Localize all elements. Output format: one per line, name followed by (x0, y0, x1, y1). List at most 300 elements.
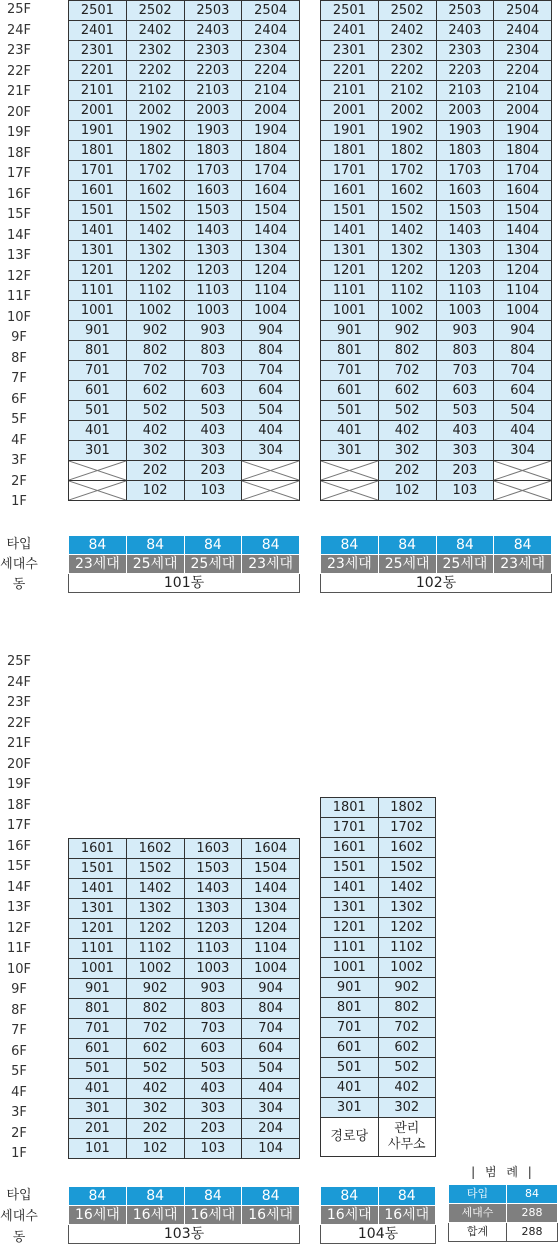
unit-type-cell: 84 (126, 1187, 184, 1206)
unit-cell: 802 (378, 998, 436, 1018)
unit-cell: 902 (378, 321, 436, 341)
floor-row (321, 1098, 436, 1118)
unit-cell: 1401 (321, 221, 379, 241)
unit-cell: 701 (321, 1018, 379, 1038)
unit-cell: 1101 (69, 939, 127, 959)
unit-cell: 801 (69, 999, 127, 1019)
floor-row (321, 798, 436, 818)
unit-cell: 703 (436, 361, 494, 381)
unit-cell: 1402 (378, 878, 436, 898)
building-103-info (68, 1186, 300, 1244)
unit-cell: 1502 (126, 859, 184, 879)
unit-cell: 2304 (242, 41, 300, 61)
unit-cell: 1501 (69, 201, 127, 221)
floor-row (321, 878, 436, 898)
unit-cell: 1601 (69, 181, 127, 201)
floor-row (69, 241, 300, 261)
floor-row (69, 281, 300, 301)
unit-cell: 902 (126, 321, 184, 341)
floor-row (321, 261, 552, 281)
unit-cell: 2503 (184, 1, 242, 21)
unit-cell: 2202 (378, 61, 436, 81)
floor-row (321, 998, 436, 1018)
unit-cell: 301 (321, 1098, 379, 1118)
floor-row (69, 939, 300, 959)
unit-type-cell: 84 (321, 1187, 379, 1206)
unit-cell: 1903 (184, 121, 242, 141)
unit-cell: 2204 (494, 61, 552, 81)
unit-cell: 1204 (242, 261, 300, 281)
unit-cell: 1704 (494, 161, 552, 181)
unit-cell: 602 (126, 1039, 184, 1059)
unit-cell: 402 (378, 1078, 436, 1098)
unit-cell: 601 (69, 381, 127, 401)
floor-row (69, 201, 300, 221)
unit-cell: 202 (126, 461, 184, 481)
floor-label: 12F (6, 268, 32, 284)
unit-cell: 1004 (242, 959, 300, 979)
unit-cell: 1102 (378, 938, 436, 958)
unit-type-cell: 84 (494, 536, 552, 555)
building-103-grid (68, 838, 300, 1159)
unit-cell: 502 (126, 401, 184, 421)
floor-label: 24F (6, 674, 32, 690)
unit-cell: 503 (184, 401, 242, 421)
unit-cell: 2103 (184, 81, 242, 101)
unit-cell: 303 (184, 1099, 242, 1119)
floor-label: 2F (11, 473, 27, 489)
unit-cell: 704 (494, 361, 552, 381)
unit-cell: 801 (69, 341, 127, 361)
floor-label: 23F (6, 695, 32, 710)
unit-cell: 1702 (378, 161, 436, 181)
floor-row (321, 301, 552, 321)
unit-cell: 1001 (321, 301, 379, 321)
unit-cell: 203 (184, 461, 242, 481)
household-count-cell: 25세대 (184, 555, 242, 574)
unit-cell: 1201 (321, 918, 379, 938)
floor-row (321, 1038, 436, 1058)
unit-cell: 1403 (436, 221, 494, 241)
floor-row (69, 1079, 300, 1099)
unit-cell: 2104 (494, 81, 552, 101)
unit-cell: 1402 (378, 221, 436, 241)
unit-cell: 1203 (436, 261, 494, 281)
unit-cell: 1302 (378, 898, 436, 918)
unit-cell: 1002 (126, 959, 184, 979)
row-label-households-2: 세대수 (0, 1209, 38, 1224)
floor-label: 19F (6, 125, 32, 140)
floor-row (69, 839, 300, 859)
unit-none-cross (321, 481, 379, 501)
building-101-grid (68, 0, 300, 501)
unit-cell: 104 (242, 1139, 300, 1159)
unit-cell: 2302 (378, 41, 436, 61)
floor-row (321, 938, 436, 958)
floor-row (69, 41, 300, 61)
floor-label: 8F (11, 350, 27, 366)
unit-cell: 1201 (321, 261, 379, 281)
unit-cell: 502 (378, 1058, 436, 1078)
floor-row (321, 421, 552, 441)
floor-row (69, 61, 300, 81)
unit-cell: 1503 (184, 859, 242, 879)
unit-cell: 1602 (126, 839, 184, 859)
row-label-households: 세대수 (0, 557, 38, 572)
unit-cell: 1001 (69, 959, 127, 979)
floor-row (69, 1119, 300, 1139)
unit-cell: 103 (436, 481, 494, 501)
floor-row (321, 461, 552, 481)
unit-cell: 1801 (69, 141, 127, 161)
floor-row (69, 181, 300, 201)
unit-cell: 1304 (242, 899, 300, 919)
unit-cell: 401 (321, 1078, 379, 1098)
unit-type-cell: 84 (378, 536, 436, 555)
unit-cell: 1701 (69, 161, 127, 181)
floor-row (69, 461, 300, 481)
unit-cell: 1601 (321, 181, 379, 201)
floor-label: 3F (11, 453, 27, 468)
floor-row (321, 161, 552, 181)
floor-label: 24F (6, 22, 32, 38)
unit-cell: 1501 (321, 201, 379, 221)
floor-row (69, 1039, 300, 1059)
legend-type-value: 84 (507, 1185, 558, 1204)
unit-cell: 302 (126, 1099, 184, 1119)
unit-cell: 603 (184, 381, 242, 401)
floor-row (321, 481, 552, 501)
unit-cell: 1004 (494, 301, 552, 321)
unit-cell: 1102 (378, 281, 436, 301)
unit-cell: 102 (126, 481, 184, 501)
floor-row (69, 879, 300, 899)
household-count-cell: 16세대 (321, 1206, 379, 1225)
unit-cell: 1403 (184, 879, 242, 899)
unit-cell: 803 (184, 999, 242, 1019)
unit-cell: 904 (242, 979, 300, 999)
unit-cell: 902 (126, 979, 184, 999)
unit-cell: 1701 (321, 161, 379, 181)
unit-cell: 203 (436, 461, 494, 481)
floor-label: 25F (6, 654, 32, 669)
unit-cell: 504 (242, 401, 300, 421)
floor-row (321, 1018, 436, 1038)
facility-management-office: 관리 사무소 (378, 1118, 436, 1157)
unit-cell: 504 (242, 1059, 300, 1079)
unit-cell: 503 (184, 1059, 242, 1079)
unit-cell: 902 (378, 978, 436, 998)
floor-row (321, 241, 552, 261)
unit-cell: 1104 (494, 281, 552, 301)
floor-row (321, 958, 436, 978)
floor-label: 11F (6, 941, 32, 956)
unit-cell: 802 (126, 999, 184, 1019)
unit-cell: 1602 (378, 181, 436, 201)
unit-cell: 502 (378, 401, 436, 421)
unit-cell: 2003 (184, 101, 242, 121)
unit-cell: 1603 (436, 181, 494, 201)
legend-title: | 범 례 | (471, 1165, 535, 1179)
floor-row (321, 1058, 436, 1078)
unit-cell: 2203 (436, 61, 494, 81)
unit-cell: 2403 (184, 21, 242, 41)
unit-cell: 1003 (436, 301, 494, 321)
unit-cell: 2504 (242, 1, 300, 21)
floor-row (69, 301, 300, 321)
unit-cell: 1603 (184, 839, 242, 859)
facility-senior-center: 경로당 (321, 1118, 379, 1157)
unit-cell: 501 (321, 401, 379, 421)
floor-label: 10F (6, 961, 32, 977)
unit-cell: 1801 (321, 141, 379, 161)
floor-label: 2F (11, 1125, 27, 1141)
unit-cell: 504 (494, 401, 552, 421)
unit-cell: 1303 (184, 899, 242, 919)
unit-cell: 401 (69, 421, 127, 441)
unit-cell: 503 (436, 401, 494, 421)
floor-row (69, 959, 300, 979)
unit-cell: 2503 (436, 1, 494, 21)
floor-row (69, 979, 300, 999)
unit-cell: 1702 (126, 161, 184, 181)
unit-cell: 804 (494, 341, 552, 361)
unit-type-cell: 84 (69, 1187, 127, 1206)
floor-label: 17F (6, 166, 32, 181)
unit-cell: 1402 (126, 879, 184, 899)
unit-cell: 1401 (69, 879, 127, 899)
unit-cell: 701 (69, 1019, 127, 1039)
unit-cell: 1002 (378, 301, 436, 321)
unit-cell: 1903 (436, 121, 494, 141)
unit-cell: 1301 (321, 898, 379, 918)
unit-cell: 1101 (321, 938, 379, 958)
floor-label: 11F (6, 289, 32, 304)
unit-cell: 102 (378, 481, 436, 501)
unit-cell: 2201 (69, 61, 127, 81)
unit-cell: 1604 (242, 839, 300, 859)
unit-cell: 1804 (494, 141, 552, 161)
floor-row (69, 21, 300, 41)
unit-cell: 203 (184, 1119, 242, 1139)
unit-cell: 2301 (321, 41, 379, 61)
row-label-type: 타입 (6, 537, 32, 552)
unit-type-cell: 84 (184, 536, 242, 555)
unit-cell: 2203 (184, 61, 242, 81)
unit-cell: 1802 (378, 798, 436, 818)
unit-cell: 903 (184, 979, 242, 999)
household-count-cell: 25세대 (126, 555, 184, 574)
floor-row (69, 81, 300, 101)
unit-cell: 1803 (436, 141, 494, 161)
floor-row (69, 1, 300, 21)
unit-cell: 304 (494, 441, 552, 461)
floor-row (69, 1059, 300, 1079)
unit-cell: 1602 (378, 838, 436, 858)
unit-cell: 1804 (242, 141, 300, 161)
floor-label: 5F (11, 412, 27, 427)
unit-cell: 1504 (242, 201, 300, 221)
floor-row (321, 381, 552, 401)
unit-none-cross (242, 481, 300, 501)
unit-cell: 802 (378, 341, 436, 361)
unit-cell: 1304 (242, 241, 300, 261)
unit-cell: 1404 (494, 221, 552, 241)
household-count-cell: 16세대 (126, 1206, 184, 1225)
unit-cell: 304 (242, 1099, 300, 1119)
unit-cell: 1404 (242, 879, 300, 899)
floor-row (321, 1078, 436, 1098)
floor-label: 23F (6, 43, 32, 58)
unit-cell: 2403 (436, 21, 494, 41)
floor-row (69, 899, 300, 919)
floor-label: 22F (6, 63, 32, 79)
floor-row (321, 858, 436, 878)
unit-cell: 1502 (378, 858, 436, 878)
unit-cell: 1604 (242, 181, 300, 201)
unit-cell: 1601 (69, 839, 127, 859)
household-count-cell: 25세대 (378, 555, 436, 574)
unit-cell: 402 (126, 1079, 184, 1099)
unit-cell: 1901 (321, 121, 379, 141)
unit-cell: 901 (69, 979, 127, 999)
floor-label: 14F (6, 227, 32, 243)
unit-cell: 1701 (321, 818, 379, 838)
floor-row (69, 121, 300, 141)
unit-cell: 1501 (321, 858, 379, 878)
unit-cell: 2402 (378, 21, 436, 41)
unit-cell: 704 (242, 1019, 300, 1039)
unit-cell: 302 (378, 441, 436, 461)
unit-cell: 201 (69, 1119, 127, 1139)
unit-cell: 1504 (242, 859, 300, 879)
unit-cell: 1802 (126, 141, 184, 161)
unit-cell: 2004 (242, 101, 300, 121)
unit-cell: 601 (321, 381, 379, 401)
unit-cell: 2404 (242, 21, 300, 41)
floor-row (321, 41, 552, 61)
unit-cell: 1104 (242, 939, 300, 959)
floor-label: 5F (11, 1064, 27, 1079)
floor-row (69, 919, 300, 939)
unit-cell: 301 (69, 1099, 127, 1119)
unit-cell: 2504 (494, 1, 552, 21)
floor-label: 1F (11, 494, 27, 509)
unit-cell: 1502 (126, 201, 184, 221)
unit-cell: 2201 (321, 61, 379, 81)
unit-cell: 802 (126, 341, 184, 361)
unit-cell: 401 (321, 421, 379, 441)
floor-label: 25F (6, 2, 32, 17)
floor-row (321, 81, 552, 101)
floor-row (321, 181, 552, 201)
unit-cell: 2501 (69, 1, 127, 21)
unit-cell: 1103 (436, 281, 494, 301)
building-name-cell: 103동 (69, 1225, 300, 1244)
unit-cell: 1102 (126, 939, 184, 959)
unit-cell: 1703 (436, 161, 494, 181)
unit-cell: 904 (494, 321, 552, 341)
household-count-cell: 25세대 (436, 555, 494, 574)
floor-row (321, 121, 552, 141)
unit-cell: 102 (126, 1139, 184, 1159)
unit-cell: 1303 (184, 241, 242, 261)
unit-cell: 304 (242, 441, 300, 461)
unit-cell: 401 (69, 1079, 127, 1099)
building-104-info (320, 1186, 436, 1244)
unit-cell: 2101 (321, 81, 379, 101)
floor-label: 12F (6, 920, 32, 936)
unit-none-cross (321, 461, 379, 481)
household-count-cell: 16세대 (378, 1206, 436, 1225)
floor-label: 18F (6, 145, 32, 161)
floor-row (321, 1, 552, 21)
unit-cell: 1503 (184, 201, 242, 221)
unit-cell: 303 (436, 441, 494, 461)
floor-row (69, 1099, 300, 1119)
unit-cell: 2502 (378, 1, 436, 21)
unit-cell: 1303 (436, 241, 494, 261)
floor-row (321, 978, 436, 998)
unit-cell: 402 (126, 421, 184, 441)
unit-cell: 1401 (69, 221, 127, 241)
unit-type-cell: 84 (69, 536, 127, 555)
floor-row (69, 161, 300, 181)
unit-cell: 1801 (321, 798, 379, 818)
legend-type-label: 타입 (449, 1185, 507, 1204)
unit-cell: 1301 (321, 241, 379, 261)
unit-cell: 801 (321, 998, 379, 1018)
unit-cell: 604 (242, 1039, 300, 1059)
unit-cell: 404 (494, 421, 552, 441)
unit-cell: 701 (321, 361, 379, 381)
unit-cell: 2002 (378, 101, 436, 121)
unit-cell: 1302 (378, 241, 436, 261)
unit-cell: 1302 (126, 241, 184, 261)
unit-cell: 1202 (378, 261, 436, 281)
floor-row (321, 281, 552, 301)
floor-row (69, 441, 300, 461)
row-label-building-2: 동 (12, 1230, 26, 1245)
row-label-type-2: 타입 (6, 1188, 32, 1203)
unit-cell: 604 (494, 381, 552, 401)
unit-cell: 2204 (242, 61, 300, 81)
floor-label: 20F (6, 756, 32, 772)
unit-cell: 1704 (242, 161, 300, 181)
unit-cell: 601 (69, 1039, 127, 1059)
unit-cell: 1404 (242, 221, 300, 241)
unit-cell: 1003 (184, 301, 242, 321)
unit-type-cell: 84 (321, 536, 379, 555)
floor-label: 18F (6, 797, 32, 813)
unit-cell: 502 (126, 1059, 184, 1079)
unit-cell: 602 (126, 381, 184, 401)
unit-cell: 1902 (126, 121, 184, 141)
floor-label: 21F (6, 736, 32, 751)
floor-row (321, 401, 552, 421)
unit-cell: 2001 (321, 101, 379, 121)
unit-cell: 703 (184, 1019, 242, 1039)
unit-type-cell: 84 (242, 1187, 300, 1206)
floor-row (321, 61, 552, 81)
unit-type-cell: 84 (184, 1187, 242, 1206)
unit-cell: 2101 (69, 81, 127, 101)
floor-label: 22F (6, 715, 32, 731)
unit-cell: 1502 (378, 201, 436, 221)
unit-cell: 2402 (126, 21, 184, 41)
unit-cell: 403 (184, 1079, 242, 1099)
building-104-grid (320, 797, 436, 1157)
